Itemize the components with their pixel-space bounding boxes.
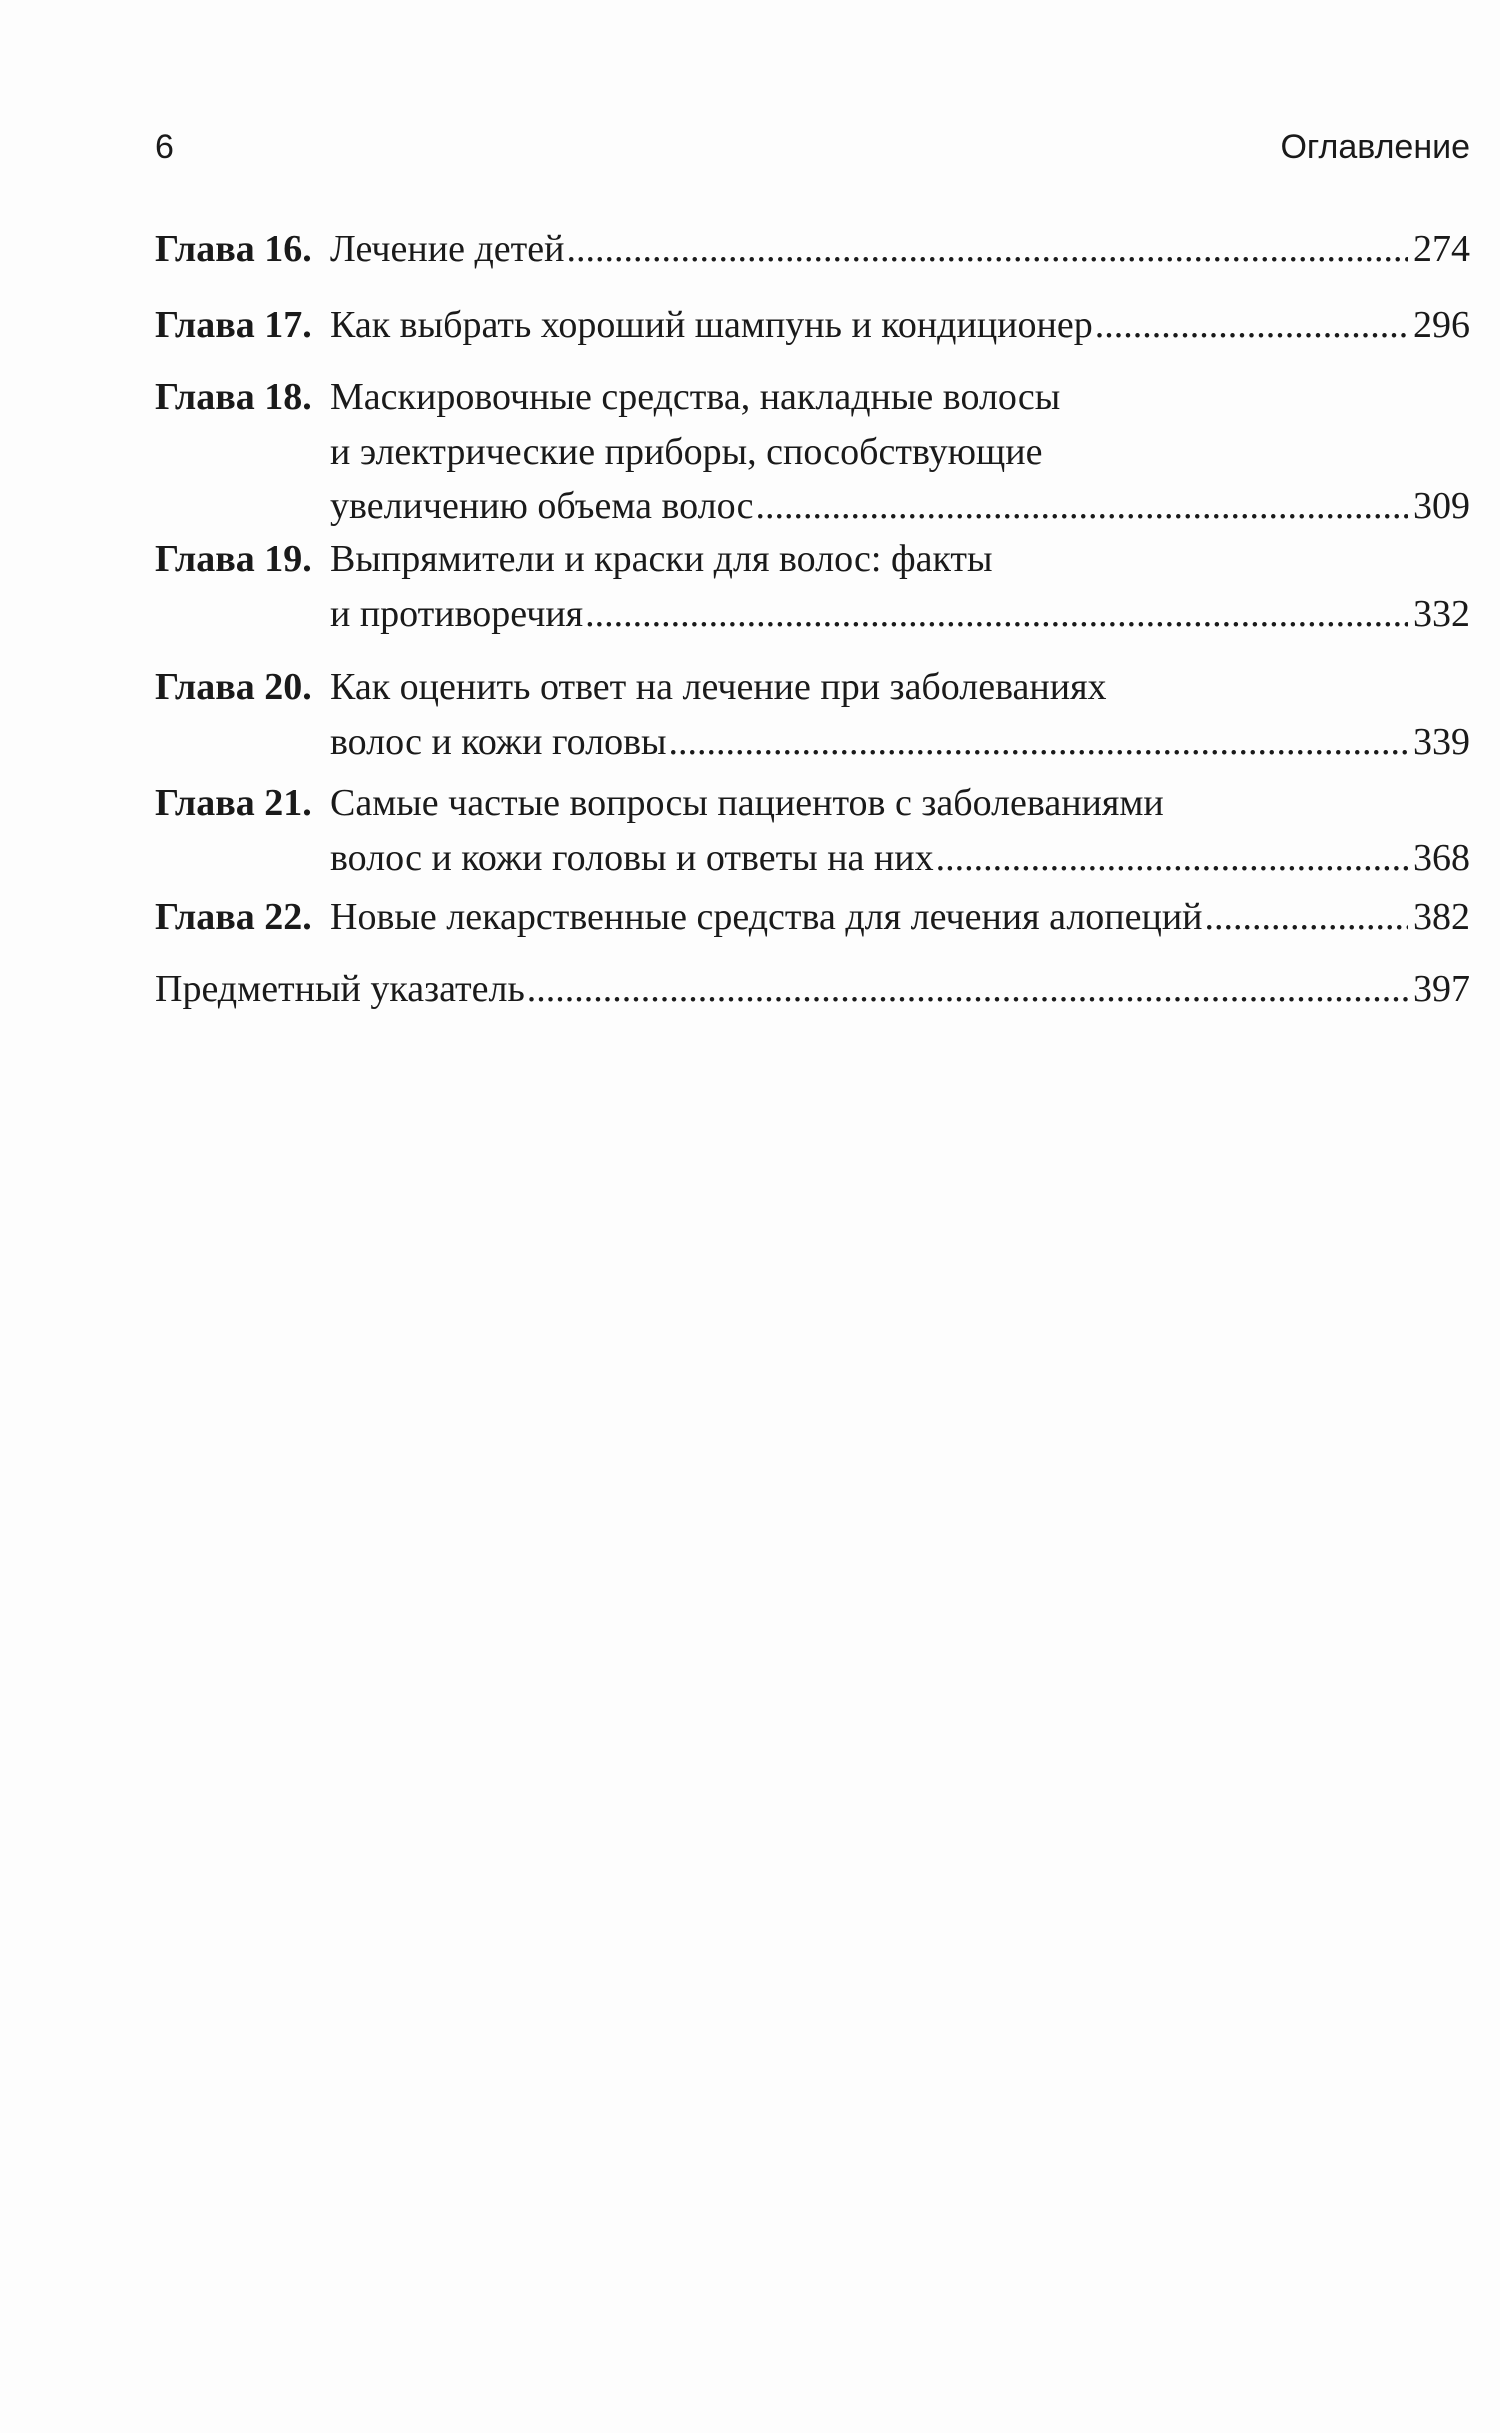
chapter-label: Глава 17. xyxy=(155,304,312,346)
chapter-label: Глава 18. xyxy=(155,376,312,418)
chapter-label: Глава 20. xyxy=(155,666,312,708)
page-ref: 368 xyxy=(1413,836,1470,879)
page-ref: 309 xyxy=(1413,485,1470,528)
page-number: 6 xyxy=(155,128,174,166)
chapter-title-line: Новые лекарственные средства для лечения алопеций xyxy=(330,896,1203,938)
toc-entry[interactable] xyxy=(155,370,1470,534)
chapter-title-line: и противоречия xyxy=(330,592,584,635)
chapter-title-line: Как оценить ответ на лечение при заболеваниях xyxy=(330,666,1107,708)
chapter-label: Глава 16. xyxy=(155,228,312,270)
page-ref: 274 xyxy=(1413,228,1470,270)
chapter-title-line: Как выбрать хороший шампунь и кондиционер xyxy=(330,304,1093,346)
dot-leader xyxy=(755,479,1408,534)
dot-leader xyxy=(1095,298,1408,353)
toc-entry[interactable] xyxy=(155,532,1470,641)
chapter-title-line: волос и кожи головы xyxy=(330,720,667,763)
chapter-title-line: Предметный указатель xyxy=(155,968,525,1010)
toc-entry[interactable] xyxy=(155,660,1470,769)
dot-leader xyxy=(669,715,1408,770)
chapter-label: Глава 21. xyxy=(155,782,312,824)
toc-entry[interactable] xyxy=(155,298,1470,353)
toc-entry[interactable] xyxy=(155,962,1470,1017)
toc-entry[interactable] xyxy=(155,222,1470,277)
chapter-label: Глава 19. xyxy=(155,538,312,580)
dot-leader xyxy=(936,831,1408,886)
chapter-title-line: увеличению объема волос xyxy=(330,485,754,528)
chapter-label: Глава 22. xyxy=(155,896,312,938)
page-ref: 332 xyxy=(1413,592,1470,635)
dot-leader xyxy=(566,222,1408,277)
chapter-title-line: Самые частые вопросы пациентов с заболеваниями xyxy=(330,782,1164,824)
toc-entry[interactable] xyxy=(155,776,1470,885)
chapter-title-line: и электрические приборы, способствующие xyxy=(330,430,1043,473)
section-title: Оглавление xyxy=(1280,128,1470,166)
toc-entry[interactable] xyxy=(155,890,1470,945)
page-ref: 296 xyxy=(1413,304,1470,346)
running-header xyxy=(155,128,1470,188)
chapter-title-line: Лечение детей xyxy=(330,228,565,270)
dot-leader xyxy=(527,962,1408,1017)
page-ref: 397 xyxy=(1413,968,1470,1010)
page-ref: 339 xyxy=(1413,720,1470,763)
dot-leader xyxy=(585,587,1408,642)
dot-leader xyxy=(1205,890,1409,945)
page-ref: 382 xyxy=(1413,896,1470,938)
chapter-title-line: волос и кожи головы и ответы на них xyxy=(330,836,934,879)
chapter-title-line: Выпрямители и краски для волос: факты xyxy=(330,538,993,580)
chapter-title-line: Маскировочные средства, накладные волосы xyxy=(330,376,1061,418)
